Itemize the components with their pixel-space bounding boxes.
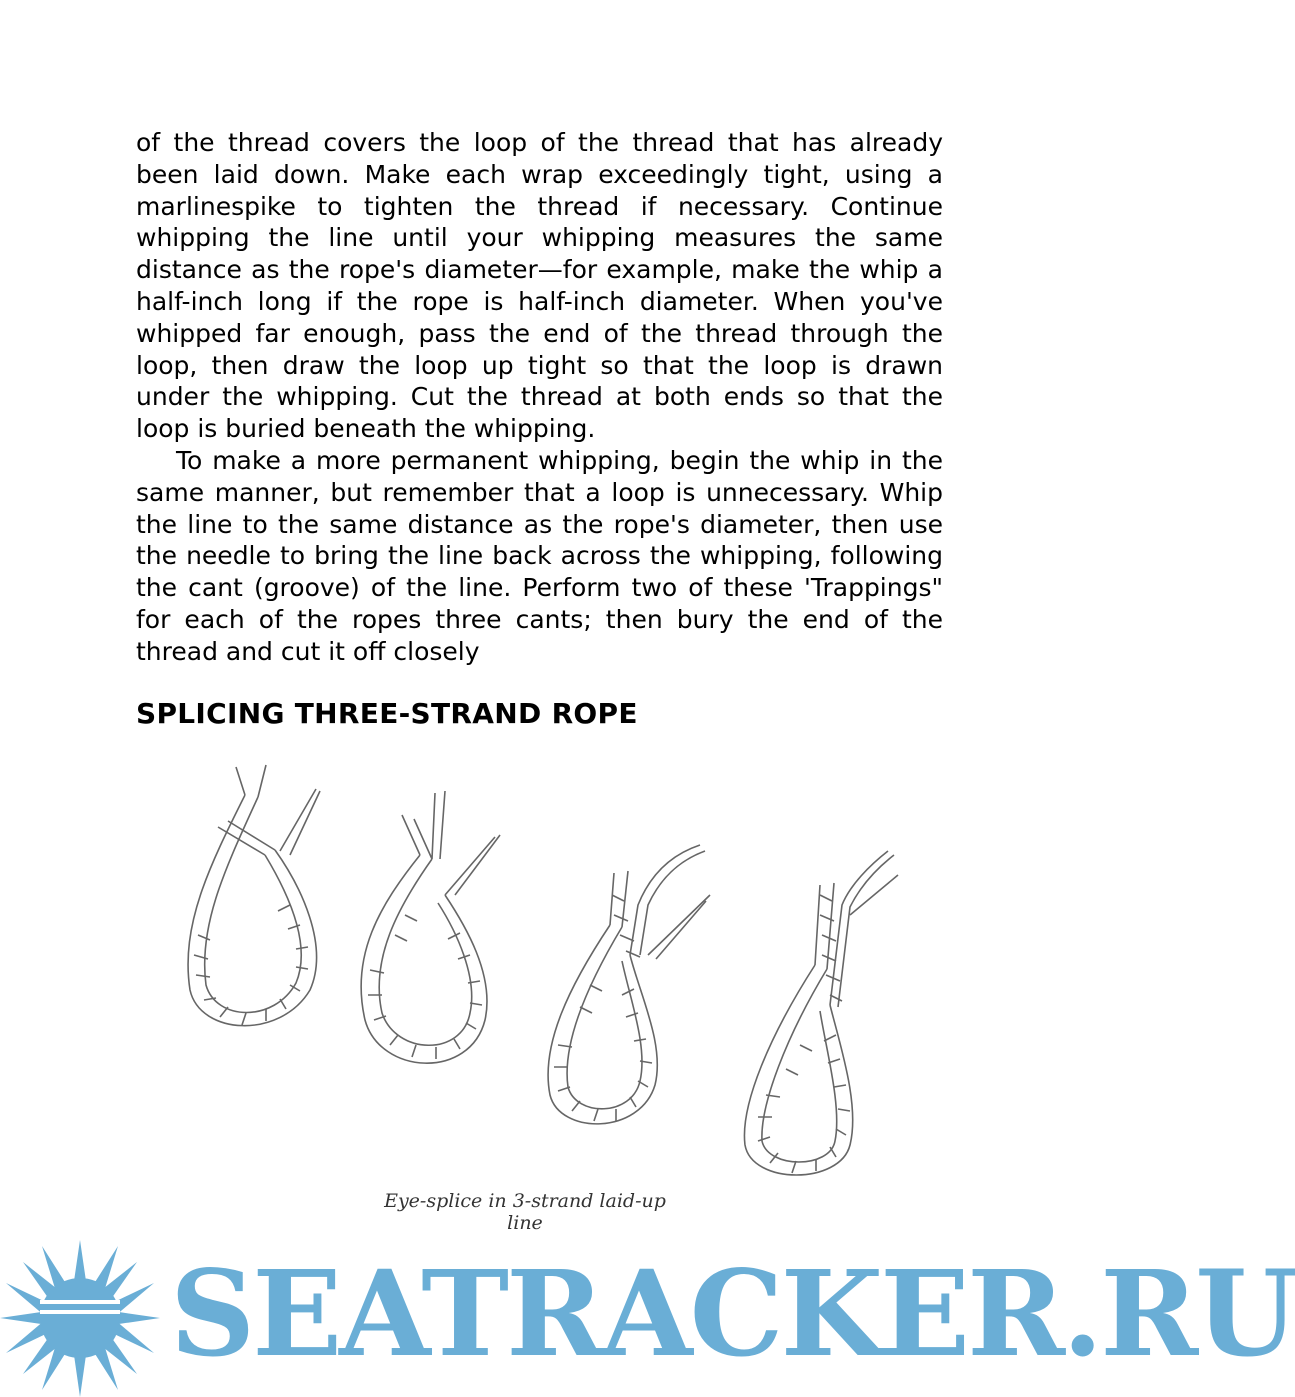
sun-icon: [0, 1240, 160, 1397]
splice-stage-1: [188, 765, 320, 1026]
body-text: [136, 127, 943, 668]
splice-stage-4: [744, 851, 898, 1175]
paragraph-continued: of the thread covers the loop of the thread that has already been laid down. Make each wrap exceedingly tight, using a marlinespike to tighten the thread if necessary. Continue whipping the line until your whipping measures the same distance as the rope's diameter—for example, make the whip a half-inch long if the rope is half-inch diameter. When you've whipped far enough, pass the end of the thread through the loop, then draw the loop up tight so that the loop is drawn under the whipping. Cut the thread at both ends so that the loop is buried beneath the whipping.: [136, 128, 943, 444]
paragraph-permanent-whipping: To make a more permanent whipping, begin the whip in the same manner, but remember that a loop is unnecessary. Whip the line to the same distance as the rope's diameter, then use the needle to bring the line back across the whipping, following the cant (groove) of the line. Perform two of these 'Trappings" for each of the ropes three cants; then bury the end of the thread and cut it off closely: [136, 445, 943, 666]
splice-stage-2: [361, 791, 500, 1063]
splice-stage-3: [548, 845, 710, 1124]
eye-splice-illustration: [170, 755, 930, 1185]
eye-splice-figure: [170, 755, 930, 1235]
watermark-text: [170, 1244, 1295, 1383]
watermark: [0, 1240, 1295, 1397]
watermark-label: SEATRACKER.RU: [170, 1244, 1295, 1383]
section-heading: SPLICING THREE-STRAND ROPE: [136, 697, 638, 730]
figure-caption: Eye-splice in 3-strand laid-up line: [384, 1190, 666, 1234]
